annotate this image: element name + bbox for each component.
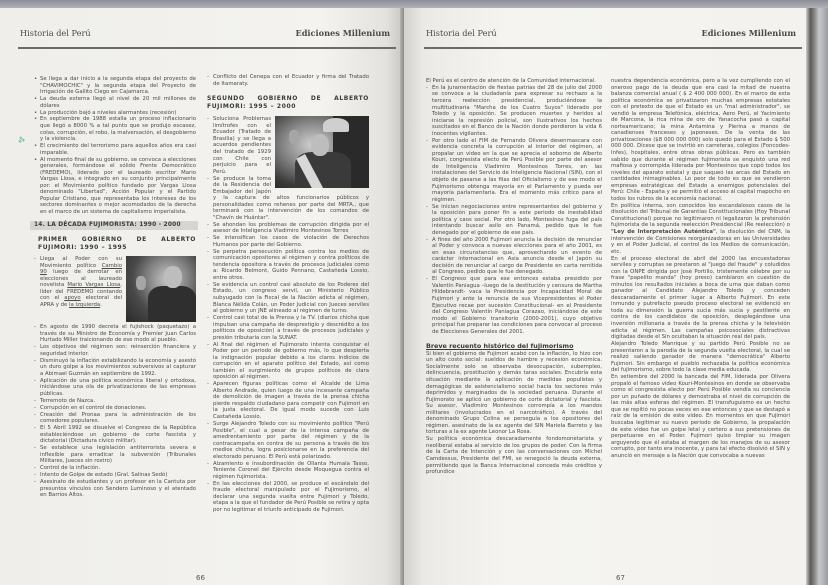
left-page (0, 8, 402, 585)
list-item: - Creación del Pronaa para la administración de los comedores populares. (34, 412, 196, 425)
paragraph: Su política económica descaradamente fondomonetarista y neoliberal estaba al servicio de los grupos de poder. Con la firma de la Carta de Intención y con las conversaciones con Michel Camdessus, Presidente del FMI, se renegoció la deuda externa, permitiendo que la Banca Internacional conceda más créditos y profundice (426, 436, 602, 476)
list-item: - Por otro lado el FIM de Fernando Olivera desenmascara con evidencia concreta la corrupción al interior del régimen, al propalar un video en la que se aprecia el soborno de Alberto Kouri, congresista electo de Perú Posible por parte del asesor de Inteligencia Vladimiro Montesinos Torres, en las instalaciones del Servicio de Inteligencia Nacional (SIN), con el objeto de pasarse a las filas del Oficialismo y de ese modo el Fujimorismo obtenga mayoría en el Parlamento y pueda ser mayoría parlamentaria. Era el momento más crítico para el régimen. (426, 138, 602, 203)
page-number: 67 (616, 574, 625, 582)
list-item: - Se produce la toma de la Residencia del Embajador del Japón y la captura de altos funcionarios públicos y personalidades como rehenes por parte del MRTA., que terminará con la intervención de los comandos de "Chavín de Huántar". (207, 176, 369, 222)
subsection-title: SEGUNDO GOBIERNO DE ALBERTO FUJIMORI: 1995 – 2000 (207, 95, 369, 110)
list-item: - Conflicto del Cenepa con el Ecuador y firma del Tratado de Itamaraty. (207, 74, 369, 87)
paragraph: nuestra dependencia económica, pero a la vez cumpliendo con el oneroso pago de la deuda que era casi la mitad de nuestra balanza comercial anual ( $ 2 400 000 000). En el marco de esta política económica se privatizaron muchas empresas estatales con el pretexto de que el Estado es un "mal administrador", se vendió la empresa Telefónica, eléctrica, Aero Perú, el Yacimiento de Marcona, la rica mina de oro de Yanacocha pasó a capital norteamericano; la mina Antamina y Pierina a manos de canadienses franceses y japoneses. De la venta de las privatizaciones ($8 000 000 000) solo quedó para el Estado $ 500 000 000. Dícese que se invirtió en carreteras, colegios (Foncodes-Infes), hospitales, entre otras obras públicas. Pero es también sabido que durante el régimen fujimorista se enquistó una red mafiosa y corrompida liderada por Montesinos que copó todos los niveles del aparato estatal y que saqueó las arcas del Estado en cantidades inimaginables. Lo peor de todo es que se vendieron empresas estratégicas del Estado a enemigos potenciales del Perú: Chile - España y se permitió el acceso al capital mapocho en todos los rubros de la economía nacional. (611, 78, 790, 202)
page-stack-edge (806, 8, 828, 585)
publisher-name: Ediciones Millenium (701, 28, 796, 38)
list-item: - Control de la inflación. (34, 465, 196, 472)
list-item: - Control casi total de la Prensa y la TV. (diarios chicha que impulsan una campaña de desprestigio y descrédito a los políticos de oposición) a través de procesos judiciales y presión tributaria con la SUNAT. (207, 315, 369, 341)
page-number: 66 (196, 574, 205, 582)
list-item: • Se llega a dar inicio a la segunda etapa del proyecto de "CHAVIMOCHIC" y la segunda etapa del Proyecto de Irrigación de Gallito Ciego en Cajamarca. (34, 76, 196, 96)
list-item: - Se establece una legislación antiterrorista severa e inflexible para erradicar la subversión (Tribunales Militares, Jueces sin rostro) (34, 445, 196, 465)
paragraph: En el proceso electoral de abril del 2000 las encuestadoras serviles y corruptas se prestaron al "juego del fraude" y coludidos con la ONPE dirigida por José Portillo, tristemente célebre por su frase "papelito manda" (hoy preso) cambiaron en cuestión de minutos los resultados iniciales a boca de urna que daban como ganador al Candidato Alejandro Toledo y conceden descaradamente el primer lugar a Alberto Fujimori. En este inmundo y putrefacto pseudo proceso electoral se evidenció en toda su dimensión la guerra sucia más sucia y pestilente en contra de los candidatos de oposición, desplegándose una inversión millonaria a través de la prensa chicha y la televisión adicta al régimen. Las campañas psicosociales distractivas digitadas desde el Sin ocultaban la situación real del país. (611, 255, 790, 341)
list-item: - Disminuyó la inflación estabilizando la economía y asestó un duro golpe a los movimientos subversivos al capturar a Abimael Guzmán en septiembre de 1992. (34, 358, 196, 378)
paragraph: En setiembre del 2000 la bancada del FIM, liderada por Olivera propaló el famoso video Kouri-Montesinos en donde se observaba como el congresista electo por Perú Posible vendía su conciencia por un puñado de dólares y demostraba el nivel de corrupción de las más altas esferas del régimen. El transfuguismo es un hecho que se repitió no pocas veces en ese entonces y que se destapó a raíz de la emisión de este video. En momentos en que Fujimori buscaba legitimar su nuevo periodo de Gobierno, la propalación de este video fue un golpe letal y certero a sus pretensiones de perpetuarse en el Poder. Fujimori quiso limpiar su imagen arguyendo que él estaba al margen de los manejos de su asesor corrupto, por tanto era inocente, y para tal efecto disolvió el SIN y anunció en mensaje a la Nación que convocaba a nuevas (611, 374, 790, 459)
list-item: - Llega al Poder con su Movimiento político Cambio 90 luego de derrotar en elecciones al laureado novelista Mario Vargas Llosa, líder del FREDEMO contando con el apoyo electoral del APRA y de la Izquierda. (34, 256, 196, 308)
list-item: - Se ahondan los problemas de corrupción dirigida por el asesor de Inteligencia Vladimiro Montesinos Torres (207, 222, 369, 235)
first-government-intro (34, 256, 196, 324)
section-title: 14. LA DÉCADA FUJIMORISTA: 1990 - 2000 (30, 221, 198, 230)
header-rule (18, 47, 396, 49)
paragraph: El Perú es el centro de atención de la Comunidad internacional. (426, 78, 596, 84)
right-page-column-1 (426, 78, 602, 476)
list-item: - Se evidencia un control casi absoluto de los Poderes del Estado, un congreso servil, un Ministerio Público subyugado con la Fiscal de la Nación adicta al régimen, Blanca Nélida Colán, un Poder Judicial con Jueces serviles al gobierno y un JNE alineado al régimen de turno. (207, 282, 369, 315)
paragraph: En política interna, son conocidos los escandalosos casos de la disolución del Tribunal de Garantías Constitucionales (Hoy Tribunal Constitucional) porque no legitimaron ni legalizaron la pretensión fujimorista de la segunda reelección Presidencial (Re reelección) o "Ley de Interpretación Auténtica", la disolución del CNM, la intervención de Comisiones reorganizadoras en las Universidades y en el Poder Judicial, el control de los Medios de comunicación, etc. (611, 202, 790, 255)
underlined-term: Cambio 90 (40, 262, 122, 276)
underlined-term: Mario Vargas Llosa (67, 282, 121, 289)
paragraph: Alejandro Toledo Manrique y su partido Perú Posible no se presentaron a la parodia de la segunda vuelta electoral, la cual se realizó saliendo ganador de manera "democrática" Alberto Fujimori. Sin embargo el pueblo rechazaba la política económica del fujimorismo, sobre todo la clase media educada. (611, 341, 790, 374)
list-item: - Surge Alejandro Toledo con su movimiento político "Perú Posible", el cual a pesar de la intensa campaña de amedrentamiento por parte del régimen y de la contracampaña en contra de su persona a través de los medios chicha, logra posicionarse en la preferencia del electorado peruano. El Perú está polarizado. (207, 421, 369, 460)
underlined-term: la Izquierda (68, 302, 101, 308)
paragraph: Si bien el gobierno de Fujimori acabó con la inflación, lo hizo con un alto costo social: sueldos de hambre y recesión económica. Socialmente solo se observaba desocupación, subempleo, delincuencia, prostitución y demás taras sociales. Encubría esta situación mediante la aplicación de medidas populistas y demagógicas de asistencialismo social hacia los sectores más deprimidos y marginados de la sociedad peruana. Durante el Fujimorato se aplicó un gobierno de corte dictatorial y fascista. Su asesor, Vladimiro Montesinos corrompía a los mandos militares (involucrados en el narcotráfico). A través del denominado Grupo Colina se perseguía a los opositores del régimen. asesinato de la ex agente del SIN Mariela Barreto y las torturas a la ex agente Leonor La Rosa. (426, 350, 602, 436)
publisher-name: Ediciones Millenium (295, 28, 390, 38)
list-item: - Se perpetra persecución política contra los medios de comunicación opositores al régimen y contra políticos de tendencia opositora a través de procesos judiciales como a: Ricardo Belmont, Guido Pennano, Castañeda Lossio, entre otros. (207, 249, 369, 282)
list-item: • Al momento final de su gobierno, se convoca a elecciones generales, formándose el sólido Frente Democrático (FREDEMO), liderado por el laureado escritor Mario Vargas Llosa, e integrado en su conjunto principalmente por: el Movimiento político fundado por Vargas Llosa denominado "Libertad", Acción Popular y el Partido Popular Cristiano, que representaba los intereses de los sectores dominantes o mejor acomodados de la derecha en el marco de un sistema de capitalismo imperialista. (34, 157, 196, 216)
list-item: - Intento de Golpe de estado (Gral. Salinas Sedó) (34, 472, 196, 479)
book-title: Historia del Perú (426, 28, 497, 38)
header-rule (424, 47, 802, 49)
list-item: • La deuda externa llegó al nivel de 20 mil millones de dólares (34, 96, 196, 109)
book-title: Historia del Perú (20, 28, 91, 38)
list-item: • La producción bajó a niveles alarmantes (recesión) (34, 110, 196, 117)
list-item: - Aplicación de una política económica liberal y ortodoxa, iniciándose una ola de privatizaciones de las empresas públicas. (34, 378, 196, 398)
list-item: - En agosto de 1990 decreta el fujishock (paquetazo) a través de su Ministro de Economía y Premier Juan Carlos Hurtado Miller traicionando de ese modo al pueblo. (34, 324, 196, 344)
left-page-column-2 (207, 74, 369, 514)
list-item: - Terremoto de Nazca. (34, 398, 196, 405)
running-head (20, 28, 390, 42)
underlined-term: apoyo (64, 295, 81, 302)
running-head (426, 28, 796, 42)
list-item: - El 5 Abril 1992 se disuelve el Congreso de la República estableciéndose un gobierno de corte fascista y dictatorial (Dictadura cívico militar). (34, 425, 196, 445)
list-item: - Se inician negociaciones entre representantes del gobierno y la oposición para poner fin a este periodo de inestabilidad política y caos social. Por otro lado, Montesinos fuga del país intentando buscar asilo en Panamá, pedido que le fue denegado por el gobierno de ese país. (426, 204, 602, 237)
list-item: - A fines del año 2000 Fujimori anuncia la decisión de renunciar al Poder y convoca a nuevas elecciones para el año 2001, es en esas circunstancias que, aprovechando un evento de carácter internacional en Asia anuncia desde el Japón su decisión de renunciar al cargo de Presidente en carta remitida al Congreso, pedido que le fue denegado. (426, 237, 602, 276)
list-item: - Asesinato de estudiantes y un profesor en la Cantuta por presuntos vínculos con Sendero Luminoso y el atentado en Barrios Altos. (34, 479, 196, 499)
list-item: - Se intensifican los casos de violación de Derechos Humanos por parte del Gobierno. (207, 235, 369, 248)
subsection-title: PRIMER GOBIERNO DE ALBERTO FUJIMORI: 1990 – 1995 (38, 235, 196, 251)
recount-heading: Breve recuento histórico del fujimorismo (426, 342, 574, 351)
list-item: - Aparecen figuras políticas como el Alcalde de Lima Alberto Andrade, quien luego de una incesante campaña de demolición de imagen a través de la prensa chicha pierde respaldo ciudadano para competir con Fujimori en la justa electoral. De igual modo sucede con Luis Castañeda Lossio. (207, 381, 369, 420)
list-item: - En la juramentación de fiestas patrias del 28 de julio del 2000 se convoca a la ciudadanía para expresar su rechazo a la tercera reelección presidencial, produciéndose la multitudinaria "Marcha de los Cuatro Suyos" liderado por Toledo y la oposición. Se producen muertes y heridos al iniciarse la represión policial, son ilustrativos los hechos suscitados en el Banco de la Nación donde perdieron la vida 6 inocentes vigilantes. (426, 85, 602, 137)
handwritten-margin-mark: ⁂ (16, 135, 27, 145)
second-government-intro (207, 116, 369, 222)
list-item: • El crecimiento del terrorismo para aquellos años era casi imparable. (34, 143, 196, 156)
list-item: - Soluciona Problemas limítrofes con el Ecuador (Tratado de Brasilia) y se llega a acuerdos pendientes del tratado de 1929 con Chile con perjuicio para el Perú. (207, 116, 369, 175)
list-item: - En las elecciones del 2000, se produce el escándalo del fraude electoral manipulado por el Fujimorismo, al declarar una segunda vuelta entre Fujimori y Toledo, etapa a la que el fundador de Perú Posible se retira y opta por no legitimar el triunfo anticipado de Fujimori. (207, 481, 369, 514)
list-item: - Al final del régimen el Fujimorato intenta conquistar el Poder por un periodo de gobierno más, lo que despierta la indignación popular debido a los claros indicios de corrupción en el aparato político del Estado, así como también el surgimiento de grupos políticos de clara oposición al régimen. (207, 342, 369, 381)
left-page-column-1 (34, 76, 196, 499)
bold-term: "Ley de Interpretación Auténtica" (611, 228, 716, 235)
list-item: - Los objetivos del régimen son: reinserción financiera y seguridad interior. (34, 344, 196, 357)
list-item: - Alzamiento e insubordinación de Ollanta Humala Tasso, Teniente Coronel del Ejército desde Moquegua contra el régimen fujimorista. (207, 461, 369, 481)
list-item: - Corrupción en el control de donaciones. (34, 405, 196, 412)
list-item: • En septiembre de 1988 estalla un proceso inflacionario que llegó a 8000 % a tal punto que se produjo escasez, colas, corrupción, el robo, la malversación, el desgobierno y la violencia. (34, 116, 196, 142)
list-item: - El Congreso que para ese entonces estaba presidido por Valentín Paniagua –luego de la destitución y censura de Martha Hildebrandt- vaca la Presidencia por Incapacidad Moral de Fujimori y ante la renuncia de sus Vicepresidentes el Poder Ejecutivo recae por sucesión Constitucional- en el Presidente del Congreso Valentín Paniagua Corazao, iniciándose de este modo el Gobierno transitorio (2000-2001), cuyo objetivo principal fue preparar las condiciones para convocar al proceso de Elecciones Generales del 2001. (426, 276, 602, 335)
right-page-column-2 (611, 78, 790, 460)
right-page (404, 8, 808, 585)
